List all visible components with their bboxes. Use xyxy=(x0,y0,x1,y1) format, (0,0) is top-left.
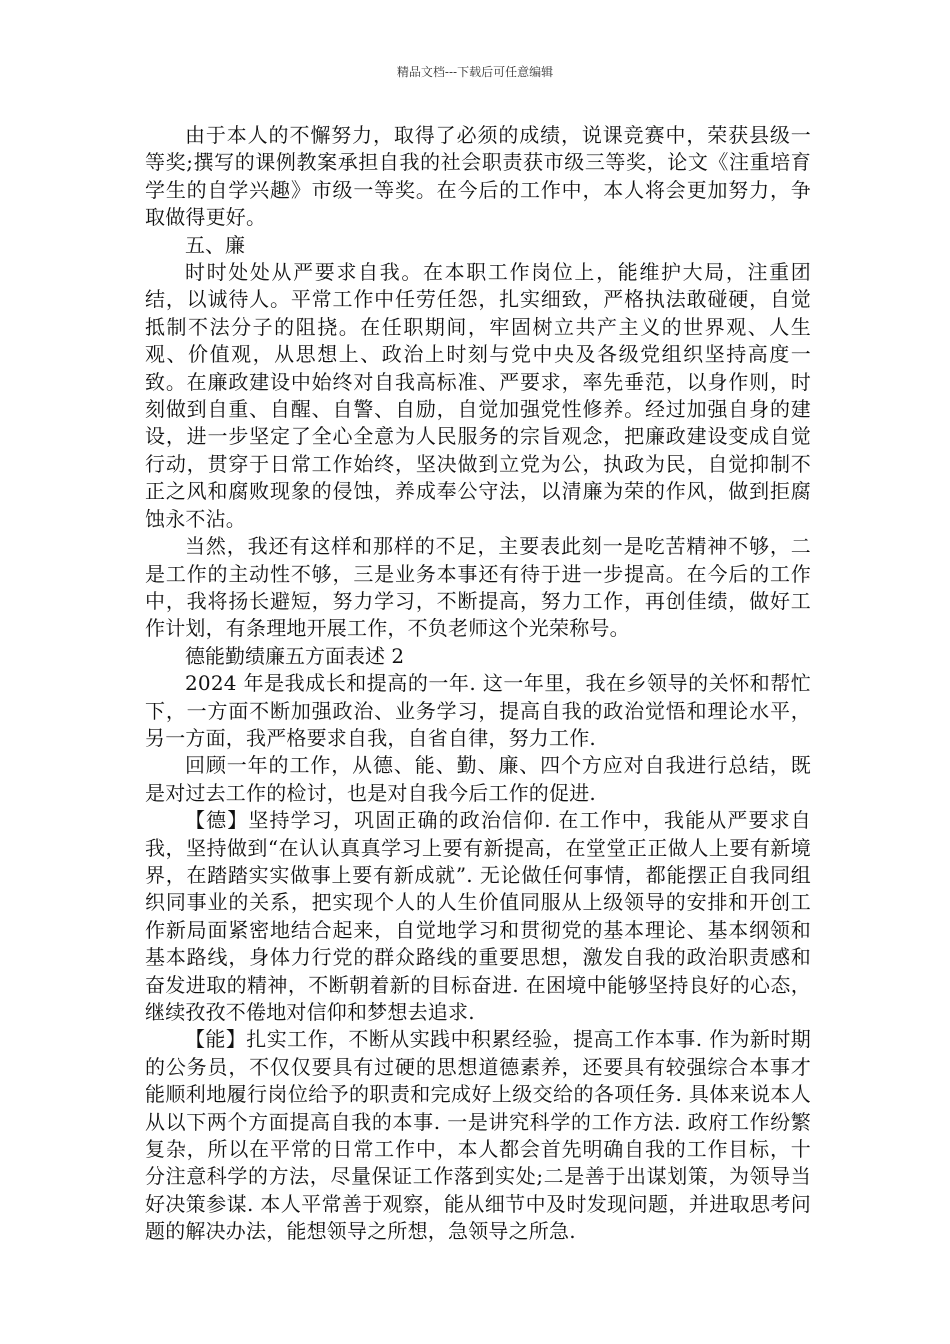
paragraph-ability: 【能】扎实工作，不断从实践中积累经验，提高工作本事. 作为新时期的公务员，不仅仅要具有过硬的思想道德素养，还要具有较强综合本事才能顺利地履行岗位给予的职责和完成好上级交给的各项任务. 具体来说本人从以下两个方面提高自我的本事. 一是讲究科学的工作方法. 政府工作纷繁复杂，所以在平常的日常工作中，本人都会首先明确自我的工作目标，十分注意科学的方法，尽量保证工作落到实处;二是善于出谋划策，为领导当好决策参谋. 本人平常善于观察，能从细节中及时发现问题，并进取思考问题的解决办法，能想领导之所想，急领导之所急. xyxy=(145,1027,811,1244)
paragraph-achievements: 由于本人的不懈努力，取得了必须的成绩，说课竞赛中，荣获县级一等奖;撰写的课例教案承担自我的社会职责获市级三等奖，论文《注重培育学生的自学兴趣》市级一等奖。在今后的工作中，本人将会更加努力，争取做得更好。 xyxy=(145,123,811,230)
section-heading-summary-2: 德能勤绩廉五方面表述 2 xyxy=(185,643,405,668)
paragraph-shortcomings: 当然，我还有这样和那样的不足，主要表此刻一是吃苦精神不够，二是工作的主动性不够，三是业务本事还有待于进一步提高。在今后的工作中，我将扬长避短，努力学习，不断提高，努力工作，再创佳绩，做好工作计划，有条理地开展工作，不负老师这个光荣称号。 xyxy=(145,534,811,641)
document-body xyxy=(145,122,811,1246)
section-heading-integrity: 五、廉 xyxy=(185,232,245,257)
paragraph-integrity: 时时处处从严要求自我。在本职工作岗位上，能维护大局，注重团结，以诚待人。平常工作中任劳任怨，扎实细致，严格执法敢碰硬，自觉抵制不法分子的阻挠。在任职期间，牢固树立共产主义的世界观、人生观、价值观，从思想上、政治上时刻与党中央及各级党组织坚持高度一致。在廉政建设中始终对自我高标准、严要求，率先垂范，以身作则，时刻做到自重、自醒、自警、自励，自觉加强党性修养。经过加强自身的建设，进一步坚定了全心全意为人民服务的宗旨观念，把廉政建设变成自觉行动，贯穿于日常工作始终，坚决做到立党为公，执政为民，自觉抑制不正之风和腐败现象的侵蚀，养成奉公守法，以清廉为荣的作风，做到拒腐蚀永不沾。 xyxy=(145,260,811,531)
paragraph-review: 回顾一年的工作，从德、能、勤、廉、四个方应对自我进行总结，既是对过去工作的检讨，也是对自我今后工作的促进. xyxy=(145,753,811,805)
paragraph-morality: 【德】坚持学习，巩固正确的政治信仰. 在工作中，我能从严要求自我，坚持做到“在认认真真学习上要有新提高，在堂堂正正做人上要有新境界，在踏踏实实做事上要有新成就”. 无论做任何事情，都能摆正自我同组织同事业的关系，把实现个人的人生价值同服从上级领导的安排和开创工作新局面紧密地结合起来，自觉地学习和贯彻党的基本理论、基本纲领和基本路线，身体力行党的群众路线的重要思想，激发自我的政治职责感和奋发进取的精神，不断朝着新的目标奋进. 在困境中能够坚持良好的心态，继续孜孜不倦地对信仰和梦想去追求. xyxy=(145,808,811,1024)
page-header: 精品文档---下载后可任意编辑 xyxy=(396,65,554,79)
paragraph-year-overview: 2024 年是我成长和提高的一年. 这一年里，我在乡领导的关怀和帮忙下，一方面不断加强政治、业务学习，提高自我的政治觉悟和理论水平，另一方面，我严格要求自我，自省自律，努力工作. xyxy=(145,671,811,750)
